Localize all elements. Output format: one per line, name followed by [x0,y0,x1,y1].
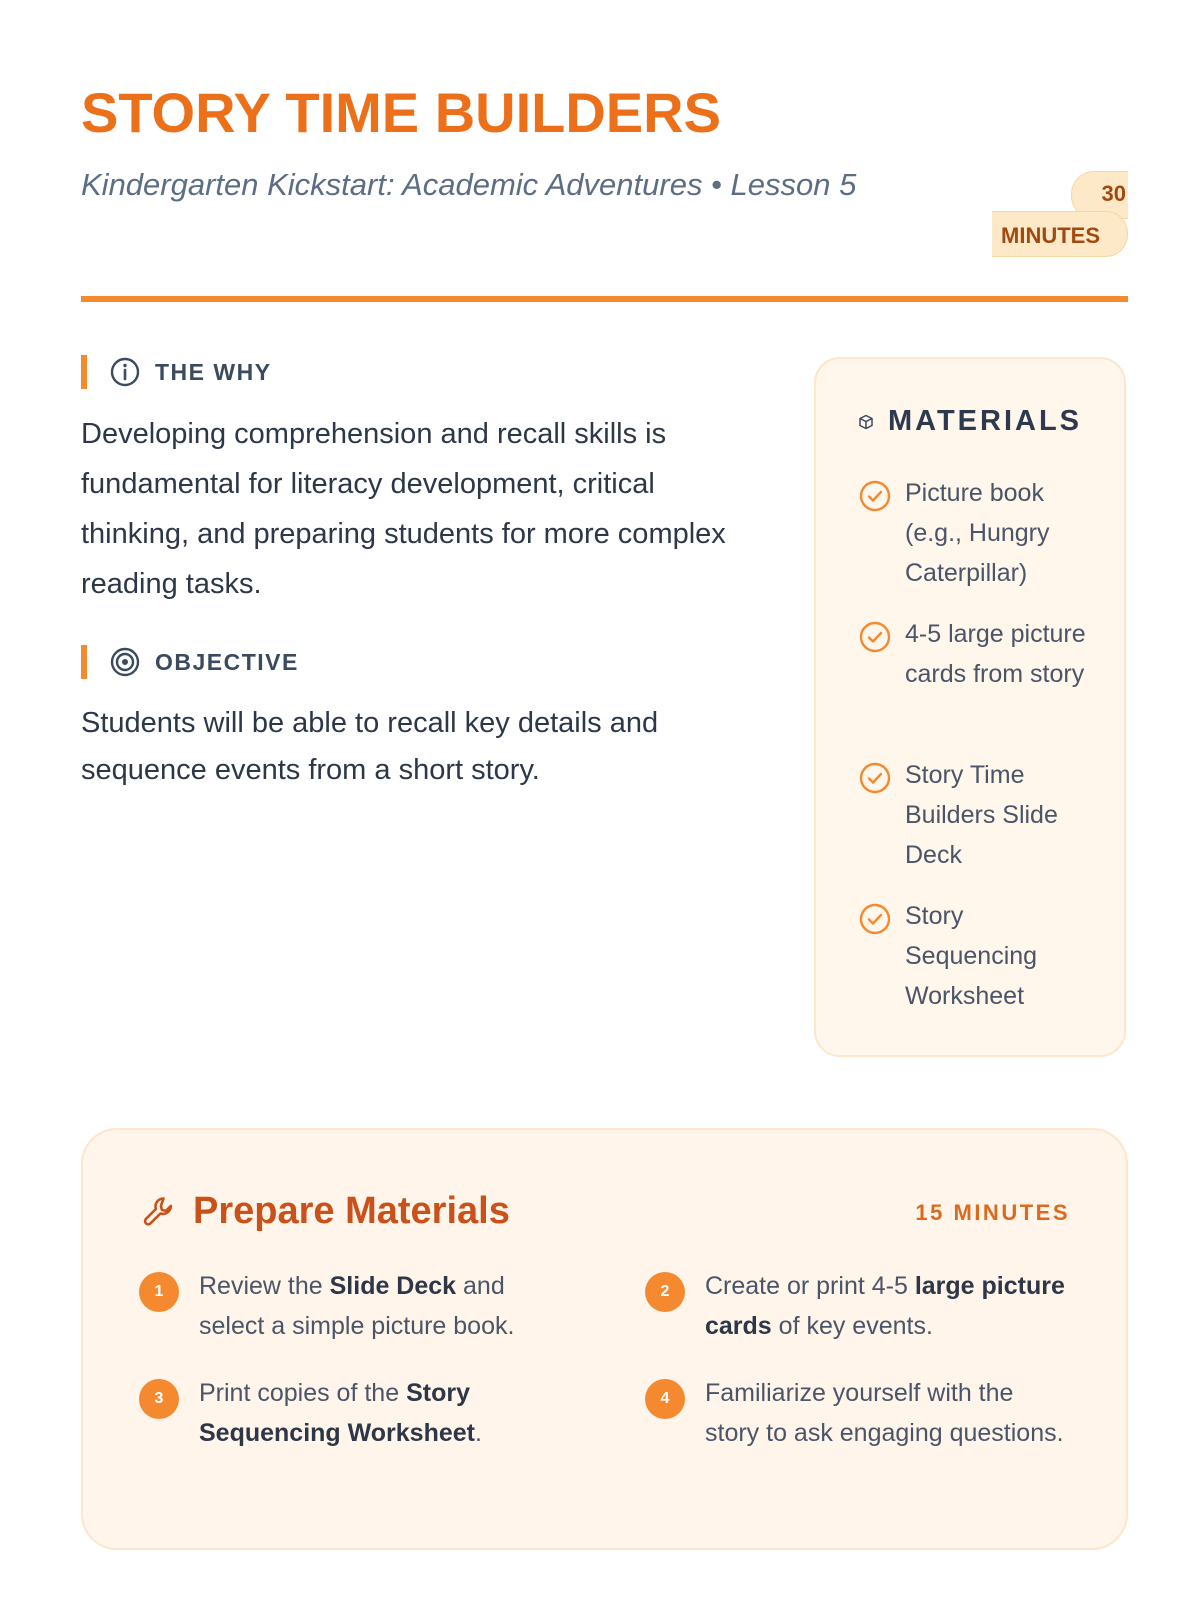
step-text: Print copies of the Story Sequencing Worksheet. [199,1379,482,1447]
materials-item-text: Story Time Builders Slide Deck [905,761,1058,869]
step-text: Familiarize yourself with the story to ask engaging questions. [705,1379,1064,1447]
info-icon [109,356,141,388]
objective-text: Students will be able to recall key details and sequence events from a short story. [81,707,659,786]
duration-unit: MINUTES [1001,223,1100,248]
objective-label: OBJECTIVE [155,648,299,675]
step-number: 1 [139,1272,179,1312]
step-text: Create or print 4-5 large picture cards of key events. [705,1272,1065,1340]
lesson-subtitle: Kindergarten Kickstart: Academic Adventures • Lesson 5 [81,167,857,202]
target-icon [109,646,141,678]
check-circle-icon [858,902,892,936]
why-heading [81,355,272,389]
prepare-card [81,1128,1128,1550]
cube-icon [858,414,874,430]
step-number: 4 [645,1379,685,1419]
materials-item-text: Picture book (e.g., Hungry Caterpillar) [905,479,1050,587]
header-divider [81,296,1128,302]
page-title: STORY TIME BUILDERS [81,81,721,144]
materials-item-text: 4-5 large picture cards from story [905,620,1086,688]
prepare-time: 15 MINUTES [915,1200,1070,1225]
why-text: Developing comprehension and recall skills is fundamental for literacy development, critical thinking, and preparing students for more complex reading tasks. [81,418,726,600]
step-number: 2 [645,1272,685,1312]
why-accent-bar [81,355,87,389]
step-text: Review the Slide Deck and select a simple picture book. [199,1272,515,1340]
prepare-heading [139,1190,510,1233]
materials-item-text: Story Sequencing Worksheet [905,902,1038,1010]
wrench-icon [139,1192,179,1232]
why-label: THE WHY [155,358,272,385]
objective-accent-bar [81,645,87,679]
check-circle-icon [858,620,892,654]
duration-value: 30 [1101,181,1126,206]
check-circle-icon [858,761,892,795]
check-circle-icon [858,479,892,513]
materials-card [814,357,1126,1057]
materials-label: MATERIALS [888,405,1083,437]
duration-badge [993,171,1128,261]
materials-heading [858,405,1082,438]
step-number: 3 [139,1379,179,1419]
prepare-title: Prepare Materials [193,1190,510,1232]
objective-heading [81,645,299,679]
